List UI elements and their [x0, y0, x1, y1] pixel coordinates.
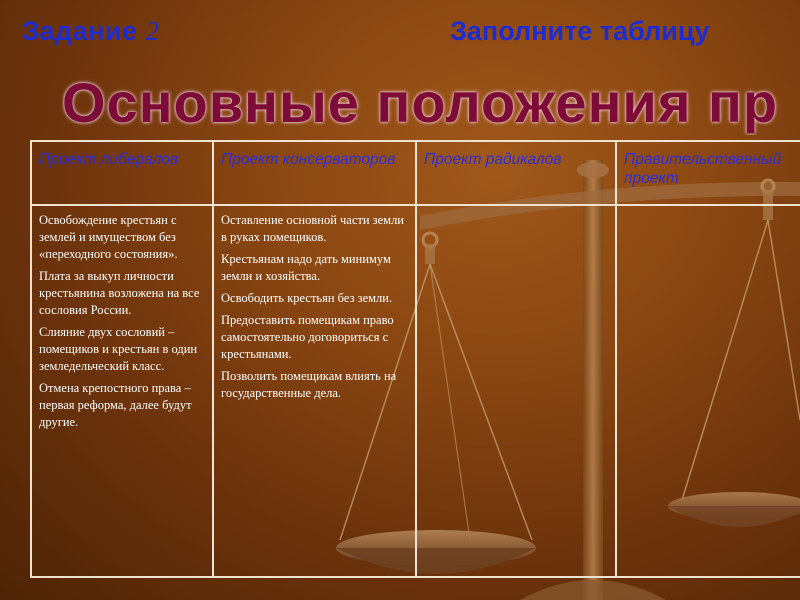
conservative-point: Предоставить помещикам право самостоятельно договориться с крестьянами.: [221, 313, 394, 361]
liberal-point: Освобождение крестьян с землей и имуществом без «переходного состояния».: [39, 213, 178, 261]
slide-title: Основные положения пр: [62, 71, 779, 134]
table-row: [31, 205, 800, 577]
header-conservative: Проект консерваторов: [213, 141, 416, 205]
cell-radical: [416, 205, 616, 577]
instruction-text: Заполните таблицу: [450, 16, 710, 46]
projects-table: [30, 140, 800, 578]
liberal-point: Плата за выкуп личности крестьянина возложена на все сословия России.: [39, 269, 200, 317]
header-government: Правительственный проект: [616, 141, 800, 205]
cell-liberal: [31, 205, 213, 577]
conservative-point: Крестьянам надо дать минимум земли и хозяйства.: [221, 252, 391, 283]
header-radical: Проект радикалов: [416, 141, 616, 205]
cell-conservative: [213, 205, 416, 577]
task-number: 2: [145, 16, 160, 46]
table-header-row: [31, 141, 800, 205]
task-word: Задание: [22, 16, 138, 46]
conservative-point: Оставление основной части земли в руках помещиков.: [221, 213, 405, 244]
cell-government: [616, 205, 800, 577]
liberal-point: Отмена крепостного права – первая реформа, далее будут другие.: [39, 381, 192, 429]
task-label: [22, 16, 160, 47]
liberal-point: Слияние двух сословий – помещиков и крестьян в один земледельческий класс.: [39, 325, 198, 373]
header-liberal: Проект либералов: [31, 141, 213, 205]
conservative-point: Освободить крестьян без земли.: [221, 291, 393, 305]
conservative-point: Позволить помещикам влиять на государственные дела.: [221, 369, 397, 400]
